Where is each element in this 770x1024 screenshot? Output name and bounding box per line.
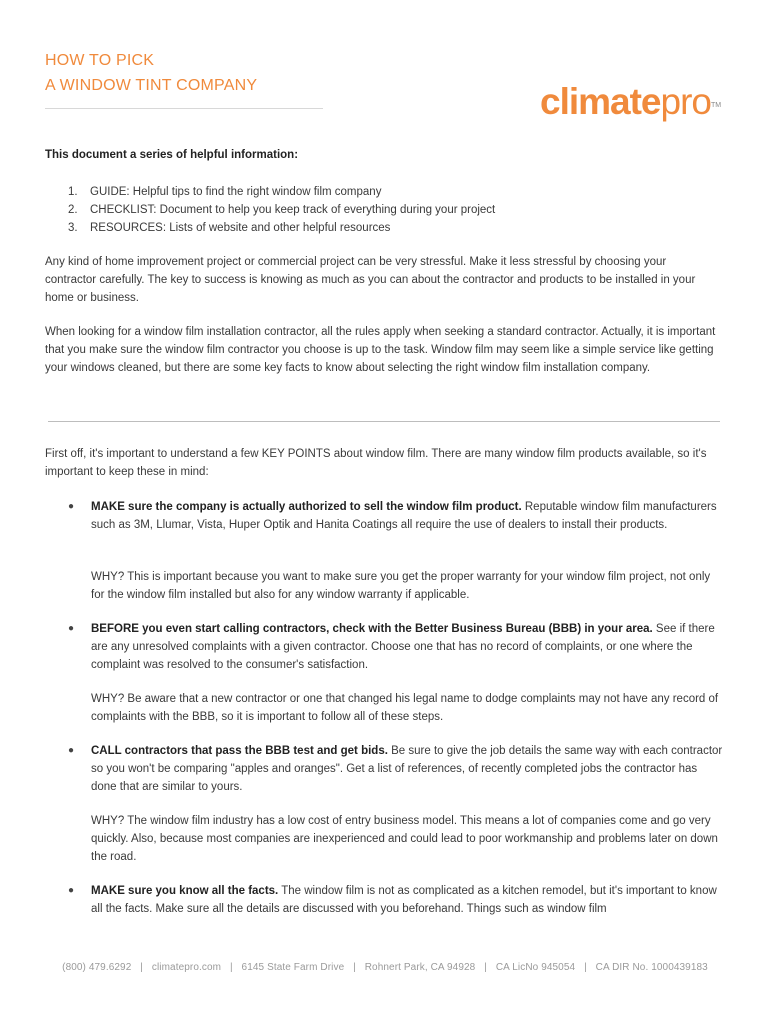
- logo-trademark: TM: [711, 102, 722, 109]
- footer-separator: |: [140, 962, 143, 973]
- list-number: 3.: [68, 222, 78, 234]
- key-point-heading: BEFORE you even start calling contractors, check with the Better Business Bureau (BBB) in your area.: [91, 623, 653, 635]
- intro-heading: This document a series of helpful information:: [45, 149, 299, 161]
- footer-license: CA LicNo 945054: [495, 962, 576, 973]
- list-item: [68, 201, 688, 219]
- section-divider: [48, 421, 720, 422]
- list-number: 1.: [68, 186, 78, 198]
- key-point-text: The window film is not as complicated as a kitchen remodel, but it's important to know all the facts. Make sure all the details are discussed with you beforehand. Things such as window film: [91, 885, 717, 915]
- key-points-intro: First off, it's important to understand a few KEY POINTS about window film. There are many window film products available, so it's important to keep these in mind:: [45, 448, 707, 478]
- list-text: CHECKLIST: Document to help you keep track of everything during your project: [90, 204, 496, 216]
- key-point-why: WHY? This is important because you want to make sure you get the proper warranty for your window film project, not only for the window film installed but also for any window warranty if applicable.: [91, 571, 711, 601]
- bullet-icon: ●: [68, 745, 75, 756]
- list-item: [68, 183, 688, 201]
- document-title: [45, 48, 257, 98]
- key-point-why: WHY? Be aware that a new contractor or one that changed his legal name to dodge complaints may not have any record of complaints with the BBB, so it is important to follow all of these steps.: [91, 693, 719, 723]
- list-number: 2.: [68, 204, 78, 216]
- title-line-2: A WINDOW TINT COMPANY: [45, 77, 258, 94]
- bullet-icon: ●: [68, 623, 75, 634]
- climatepro-logo: [540, 80, 721, 124]
- key-point-heading: MAKE sure the company is actually authorized to sell the window film product.: [91, 501, 522, 513]
- logo-word-climate: climate: [540, 81, 661, 122]
- title-line-1: HOW TO PICK: [45, 52, 155, 69]
- footer-separator: |: [584, 962, 587, 973]
- key-point-item: [68, 742, 723, 796]
- key-point-text: Be sure to give the job details the same way with each contractor so you won't be comparing "apples and oranges". Get a list of references, of recently completed jobs the contractor has done that are similar to yours.: [91, 745, 723, 793]
- footer-dir-number: CA DIR No. 1000439183: [595, 962, 708, 973]
- intro-paragraph-2: When looking for a window film installation contractor, all the rules apply when seeking a standard contractor. Actually, it is important that you make sure the window film contractor you choose is up to the task. Window film may seem like a simple service like getting your windows cleaned, but there are some key facts to know about selecting the right window film installation company.: [45, 326, 716, 374]
- footer-separator: |: [229, 962, 233, 973]
- footer-separator: |: [484, 962, 487, 973]
- key-point-heading: CALL contractors that pass the BBB test and get bids.: [91, 745, 388, 757]
- key-point-text: Reputable window film manufacturers such as 3M, Llumar, Vista, Huper Optik and Hanita Coatings all require the use of dealers to install their products.: [91, 501, 717, 531]
- footer-website: climatepro.com: [151, 962, 222, 973]
- page-footer: [0, 962, 770, 973]
- key-point-item: [68, 498, 723, 534]
- document-contents-list: [68, 183, 688, 237]
- list-text: GUIDE: Helpful tips to find the right window film company: [90, 186, 382, 198]
- list-text: RESOURCES: Lists of website and other helpful resources: [90, 222, 391, 234]
- title-underline: [45, 108, 323, 109]
- list-item: [68, 219, 688, 237]
- bullet-icon: ●: [68, 885, 75, 896]
- key-point-why: WHY? The window film industry has a low cost of entry business model. This means a lot of companies come and go very quickly. Also, because most companies are inexperienced and could lead to poor workmanship and problems later on down the road.: [91, 815, 718, 863]
- intro-paragraph-1: Any kind of home improvement project or commercial project can be very stressful. Make it less stressful by choosing your contractor carefully. The key to success is knowing as much as you can about the contractor and products to be installed in your home or business.: [45, 256, 696, 304]
- key-point-item: [68, 620, 723, 674]
- footer-separator: |: [353, 962, 356, 973]
- key-point-item: [68, 882, 723, 918]
- key-point-text: See if there are any unresolved complaints with a given contractor. Choose one that has no record of complaints, or one where the complaint was resolved to the consumer's satisfaction.: [91, 623, 715, 671]
- logo-word-pro: pro: [660, 81, 711, 122]
- bullet-icon: ●: [68, 501, 75, 512]
- footer-address: 6145 State Farm Drive: [241, 962, 345, 973]
- key-point-heading: MAKE sure you know all the facts.: [91, 885, 279, 897]
- footer-phone: (800) 479.6292: [62, 962, 132, 973]
- footer-city: Rohnert Park, CA 94928: [364, 962, 476, 973]
